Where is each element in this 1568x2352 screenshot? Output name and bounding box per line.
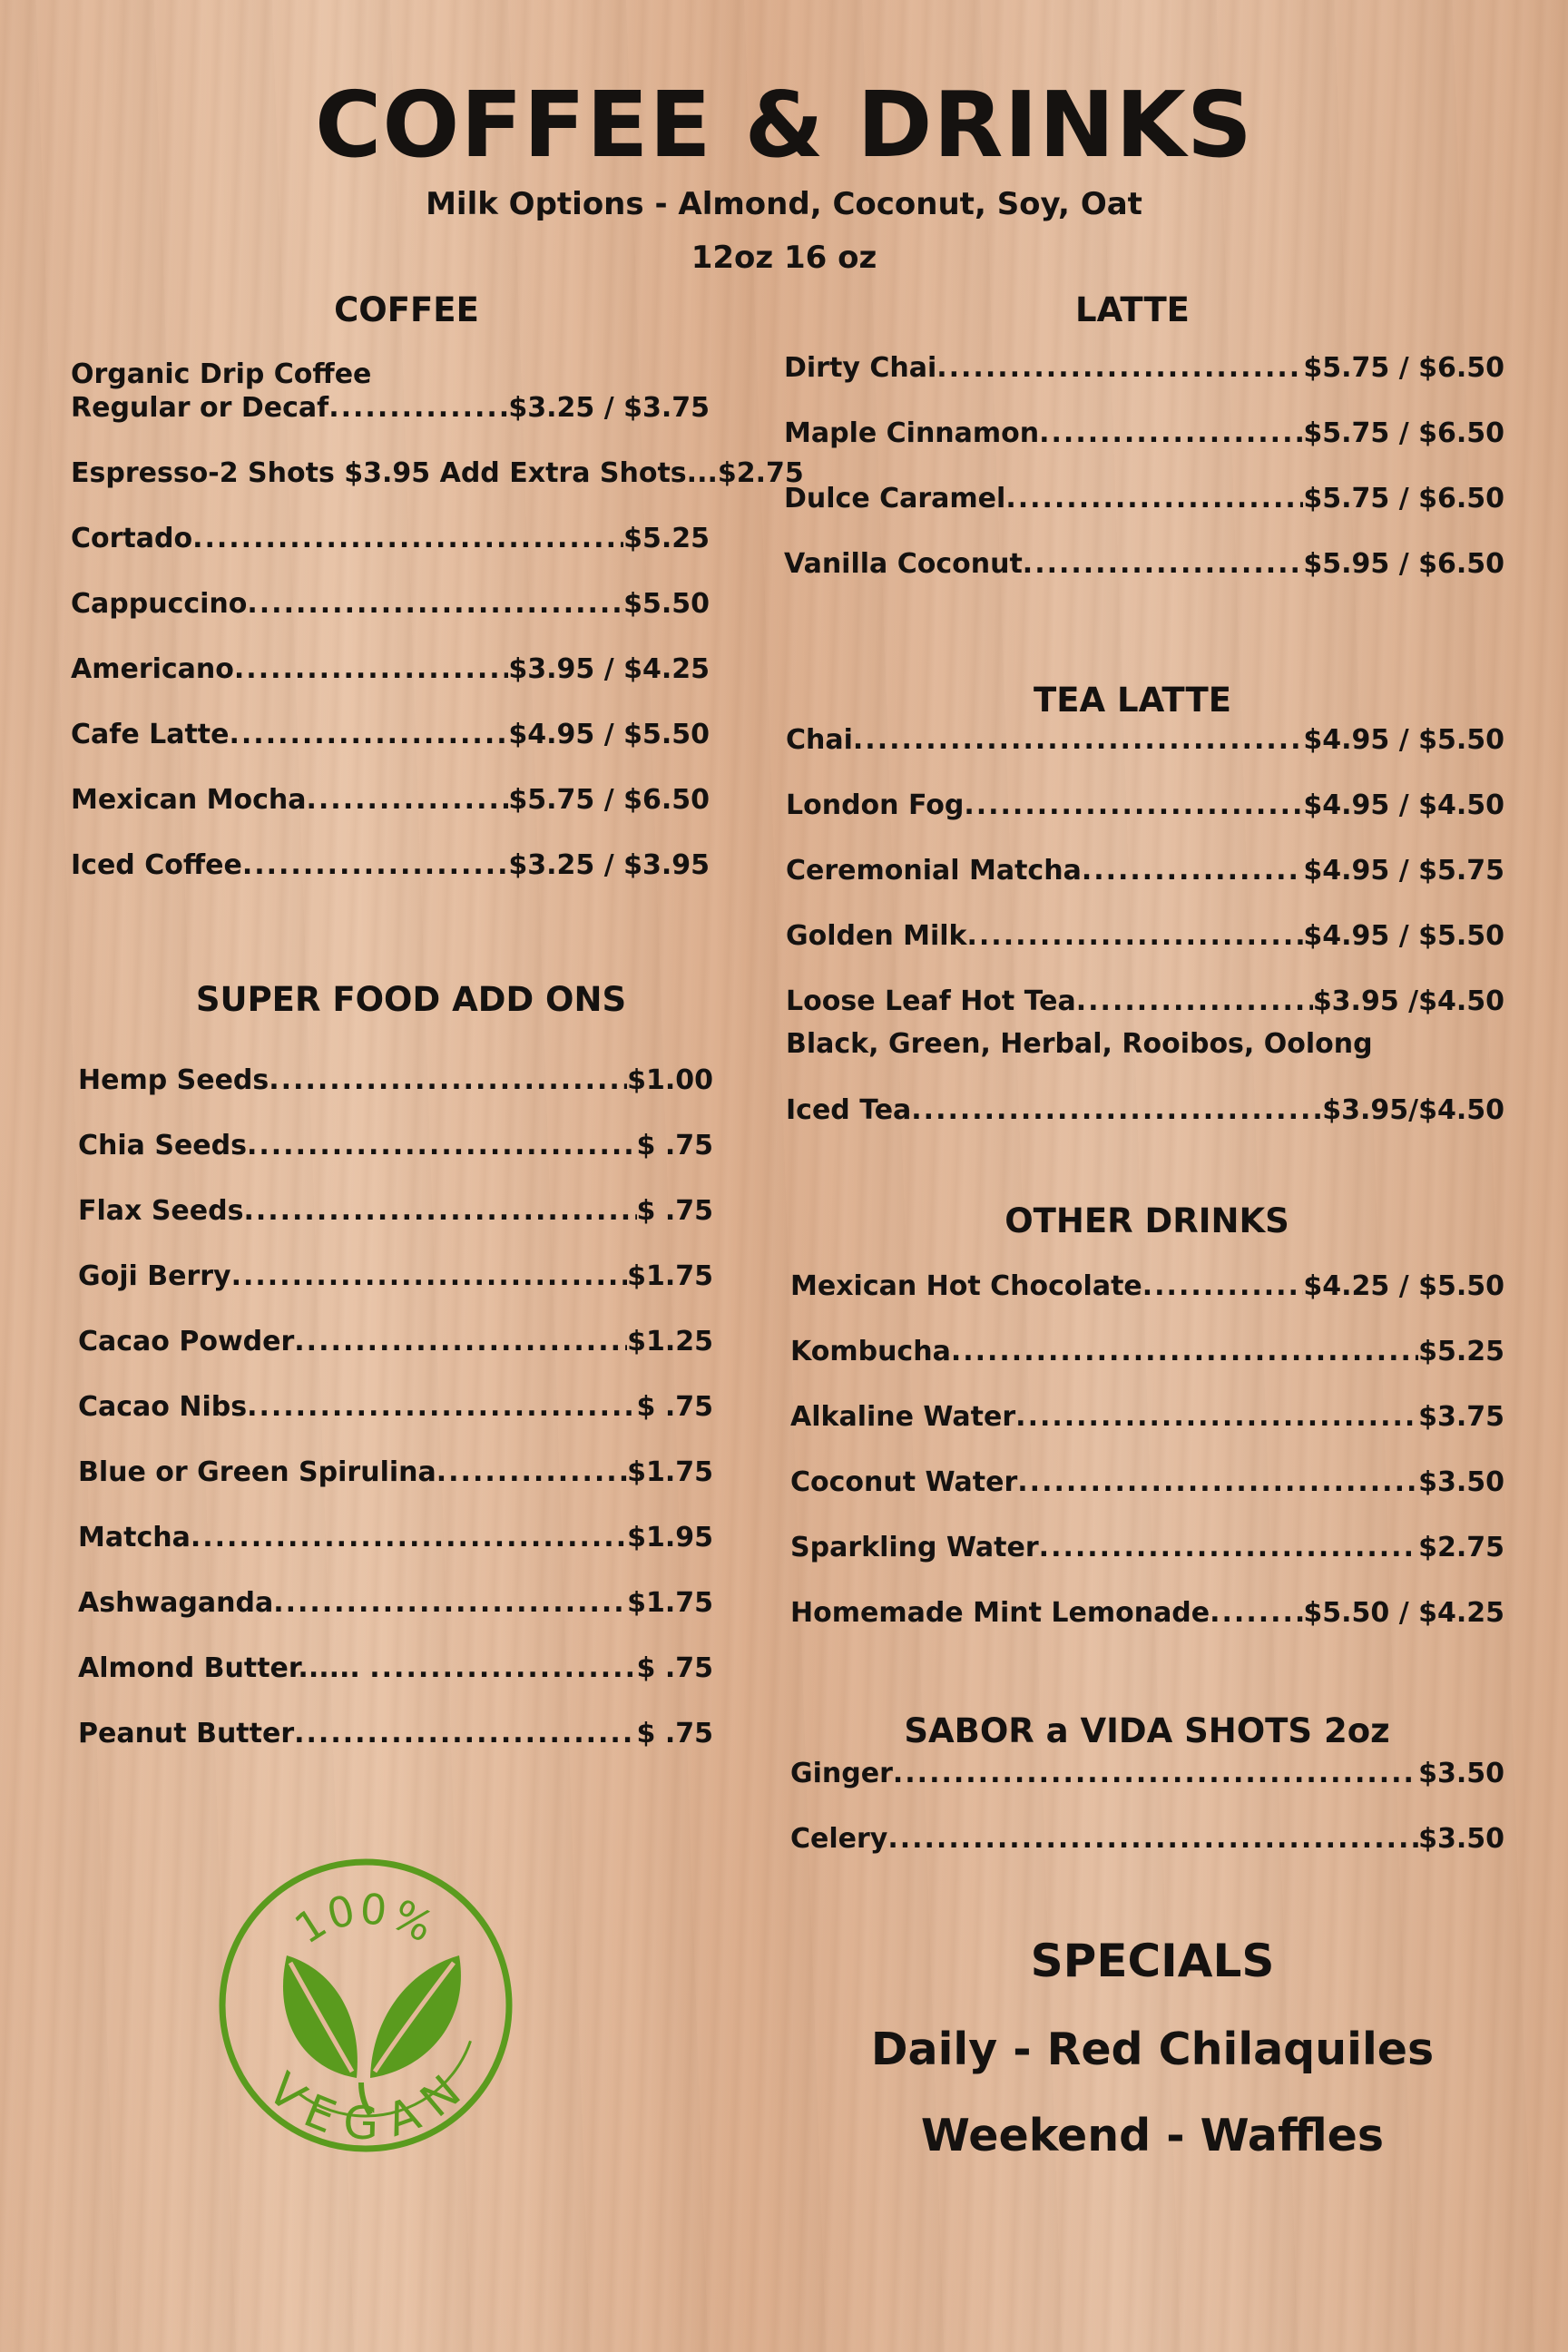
menu-item bbox=[78, 1064, 713, 1101]
item-name: Iced Coffee bbox=[71, 849, 242, 881]
menu-item bbox=[71, 653, 710, 690]
menu-item bbox=[784, 417, 1504, 454]
item-price: ...$2.75 bbox=[686, 457, 804, 489]
leader-dots bbox=[192, 523, 623, 554]
leader-dots bbox=[964, 789, 1303, 821]
menu-item bbox=[790, 1758, 1504, 1794]
item-price: $ .75 bbox=[636, 1195, 713, 1227]
item-name: Mexican Hot Chocolate bbox=[790, 1270, 1142, 1302]
item-price: $3.95 /$4.50 bbox=[1312, 985, 1504, 1017]
menu-item bbox=[71, 523, 710, 559]
cup-sizes: 12oz 16 oz bbox=[691, 240, 877, 276]
menu-item bbox=[790, 1401, 1504, 1437]
menu-item bbox=[790, 1336, 1504, 1372]
item-name: London Fog bbox=[786, 789, 965, 821]
menu-item bbox=[78, 1130, 713, 1166]
item-price: $3.75 bbox=[1418, 1401, 1504, 1433]
item-name: Iced Tea bbox=[786, 1094, 912, 1126]
item-price: $4.95 / $4.50 bbox=[1303, 789, 1504, 821]
item-price: $4.25 / $5.50 bbox=[1303, 1270, 1504, 1302]
superfood-heading: SUPER FOOD ADD ONS bbox=[195, 980, 627, 1019]
milk-options: Milk Options - Almond, Coconut, Soy, Oat bbox=[426, 186, 1142, 222]
leader-dots bbox=[1015, 1401, 1418, 1433]
item-price: $2.75 bbox=[1418, 1532, 1504, 1563]
item-price: $ .75 bbox=[636, 1130, 713, 1161]
item-name: Cortado bbox=[71, 523, 193, 554]
leaf-icon bbox=[216, 1856, 515, 2155]
specials-heading: SPECIALS bbox=[1030, 1935, 1275, 1987]
item-price: $3.50 bbox=[1418, 1823, 1504, 1855]
vegan-badge bbox=[216, 1856, 515, 2155]
item-name: Blue or Green Spirulina bbox=[78, 1456, 436, 1488]
tea-types: Black, Green, Herbal, Rooibos, Oolong bbox=[786, 1028, 1373, 1060]
daily-special: Daily - Red Chilaquiles bbox=[870, 2024, 1435, 2075]
leader-dots bbox=[951, 1336, 1418, 1367]
item-name: Homemade Mint Lemonade bbox=[790, 1597, 1210, 1629]
item-price: $5.75 / $6.50 bbox=[1303, 352, 1504, 384]
leader-dots bbox=[911, 1094, 1322, 1126]
svg-text:VEGAN bbox=[258, 2063, 473, 2150]
item-price: $5.50 bbox=[623, 588, 710, 620]
badge-top-text: 100% bbox=[286, 1884, 444, 1954]
menu-item bbox=[786, 855, 1504, 891]
item-name: Americano bbox=[71, 653, 234, 685]
item-price: $1.25 bbox=[627, 1326, 713, 1357]
leader-dots bbox=[328, 392, 508, 424]
item-name: Loose Leaf Hot Tea bbox=[786, 985, 1076, 1017]
coffee-heading: COFFEE bbox=[334, 290, 479, 329]
item-price: $1.75 bbox=[627, 1456, 713, 1488]
weekend-special: Weekend - Waffles bbox=[920, 2110, 1385, 2161]
menu-item bbox=[786, 985, 1504, 1022]
leader-dots bbox=[1023, 548, 1304, 580]
menu-item bbox=[71, 784, 710, 820]
shots-heading: SABOR a VIDA SHOTS 2oz bbox=[904, 1711, 1390, 1750]
menu-item bbox=[784, 352, 1504, 388]
item-name: Regular or Decaf bbox=[71, 392, 329, 424]
menu-item bbox=[71, 392, 710, 428]
item-name: Hemp Seeds bbox=[78, 1064, 270, 1096]
tea-latte-heading: TEA LATTE bbox=[1034, 681, 1231, 720]
menu-item bbox=[786, 724, 1504, 760]
item-name: Sparkling Water bbox=[790, 1532, 1039, 1563]
item-price: $1.95 bbox=[627, 1522, 713, 1553]
menu-item bbox=[78, 1587, 713, 1623]
item-name: Celery bbox=[790, 1823, 888, 1855]
item-name: Ashwaganda bbox=[78, 1587, 274, 1619]
menu-item bbox=[78, 1522, 713, 1558]
item-name: Ceremonial Matcha bbox=[786, 855, 1082, 887]
item-name: Cappuccino bbox=[71, 588, 248, 620]
item-price: $3.50 bbox=[1418, 1466, 1504, 1498]
leader-dots bbox=[967, 920, 1304, 952]
item-price: $3.50 bbox=[1418, 1758, 1504, 1789]
drip-coffee-label: Organic Drip Coffee bbox=[71, 358, 372, 390]
item-name: Vanilla Coconut bbox=[784, 548, 1023, 580]
leader-dots bbox=[242, 849, 509, 881]
leader-dots bbox=[269, 1064, 627, 1096]
leader-dots bbox=[1210, 1597, 1303, 1629]
item-name: Chai bbox=[786, 724, 853, 756]
leader-dots bbox=[307, 784, 509, 816]
menu-item bbox=[78, 1718, 713, 1754]
item-price: $5.75 / $6.50 bbox=[508, 784, 710, 816]
menu-item bbox=[78, 1326, 713, 1362]
item-price: $ .75 bbox=[636, 1652, 713, 1684]
item-name: Cacao Powder bbox=[78, 1326, 295, 1357]
item-name: Alkaline Water bbox=[790, 1401, 1016, 1433]
item-name: Dirty Chai bbox=[784, 352, 937, 384]
item-name: Maple Cinnamon bbox=[784, 417, 1040, 449]
item-name: Matcha bbox=[78, 1522, 191, 1553]
item-name: Almond Butter...... bbox=[78, 1652, 370, 1684]
leader-dots bbox=[1076, 985, 1313, 1017]
leader-dots bbox=[436, 1456, 627, 1488]
item-name: Goji Berry bbox=[78, 1260, 231, 1292]
menu-item bbox=[71, 588, 710, 624]
leader-dots bbox=[247, 1130, 637, 1161]
item-price: $4.95 / $5.75 bbox=[1303, 855, 1504, 887]
leader-dots bbox=[936, 352, 1303, 384]
leader-dots bbox=[191, 1522, 627, 1553]
item-price: $5.25 bbox=[1418, 1336, 1504, 1367]
menu-item bbox=[71, 719, 710, 755]
leader-dots bbox=[247, 588, 623, 620]
menu-item bbox=[790, 1823, 1504, 1859]
menu-item bbox=[786, 920, 1504, 956]
item-price: $ .75 bbox=[636, 1718, 713, 1749]
leader-dots bbox=[273, 1587, 627, 1619]
item-name: Peanut Butter bbox=[78, 1718, 295, 1749]
item-price: $1.00 bbox=[627, 1064, 713, 1096]
leader-dots bbox=[231, 1260, 627, 1292]
item-price: $4.95 / $5.50 bbox=[1303, 724, 1504, 756]
leader-dots bbox=[1039, 1532, 1418, 1563]
item-price: $5.75 / $6.50 bbox=[1303, 483, 1504, 514]
leader-dots bbox=[887, 1823, 1418, 1855]
menu-item bbox=[790, 1597, 1504, 1633]
item-name: Coconut Water bbox=[790, 1466, 1018, 1498]
leader-dots bbox=[893, 1758, 1418, 1789]
item-price: $5.75 / $6.50 bbox=[1303, 417, 1504, 449]
item-name: Flax Seeds bbox=[78, 1195, 244, 1227]
item-name: Cafe Latte bbox=[71, 719, 230, 750]
item-name: Mexican Mocha bbox=[71, 784, 307, 816]
menu-item bbox=[78, 1260, 713, 1297]
latte-heading: LATTE bbox=[1075, 290, 1190, 329]
menu-item bbox=[78, 1391, 713, 1427]
menu-item bbox=[786, 1094, 1504, 1131]
item-price: $ .75 bbox=[636, 1391, 713, 1423]
leader-dots bbox=[1005, 483, 1303, 514]
menu-item bbox=[784, 483, 1504, 519]
item-price: $3.25 / $3.95 bbox=[508, 849, 710, 881]
menu-item bbox=[790, 1270, 1504, 1307]
item-name: Espresso-2 Shots $3.95 Add Extra Shots bbox=[71, 457, 687, 489]
menu-item bbox=[78, 1195, 713, 1231]
leader-dots bbox=[294, 1718, 636, 1749]
item-price: $5.25 bbox=[623, 523, 710, 554]
item-name: Ginger bbox=[790, 1758, 893, 1789]
leader-dots bbox=[230, 719, 509, 750]
menu-item bbox=[790, 1466, 1504, 1503]
item-name: Kombucha bbox=[790, 1336, 951, 1367]
menu-item bbox=[78, 1456, 713, 1493]
leader-dots bbox=[1017, 1466, 1418, 1498]
menu-item bbox=[784, 548, 1504, 584]
item-name: Chia Seeds bbox=[78, 1130, 247, 1161]
leader-dots bbox=[1082, 855, 1304, 887]
menu-item bbox=[790, 1532, 1504, 1568]
page-title: COFFEE & DRINKS bbox=[315, 72, 1253, 178]
menu-item bbox=[71, 849, 710, 886]
item-name: Cacao Nibs bbox=[78, 1391, 248, 1423]
menu-item bbox=[71, 457, 804, 494]
leader-dots bbox=[294, 1326, 627, 1357]
menu-item bbox=[78, 1652, 713, 1689]
leader-dots bbox=[243, 1195, 636, 1227]
item-price: $3.25 / $3.75 bbox=[508, 392, 710, 424]
svg-text:100% bbox=[286, 1884, 443, 1954]
item-price: $5.50 / $4.25 bbox=[1303, 1597, 1504, 1629]
item-price: $3.95 / $4.25 bbox=[508, 653, 710, 685]
other-drinks-heading: OTHER DRINKS bbox=[1004, 1201, 1289, 1240]
leader-dots bbox=[1039, 417, 1303, 449]
leader-dots bbox=[234, 653, 508, 685]
leader-dots bbox=[247, 1391, 636, 1423]
item-price: $1.75 bbox=[627, 1260, 713, 1292]
item-name: Golden Milk bbox=[786, 920, 967, 952]
item-price: $5.95 / $6.50 bbox=[1303, 548, 1504, 580]
item-price: $3.95/$4.50 bbox=[1322, 1094, 1504, 1126]
item-price: $1.75 bbox=[627, 1587, 713, 1619]
item-price: $4.95 / $5.50 bbox=[1303, 920, 1504, 952]
leader-dots bbox=[853, 724, 1303, 756]
leader-dots bbox=[369, 1652, 636, 1684]
leader-dots bbox=[1142, 1270, 1304, 1302]
item-price: $4.95 / $5.50 bbox=[508, 719, 710, 750]
badge-bottom-text: VEGAN bbox=[258, 2063, 474, 2151]
item-name: Dulce Caramel bbox=[784, 483, 1006, 514]
menu-item bbox=[786, 789, 1504, 826]
